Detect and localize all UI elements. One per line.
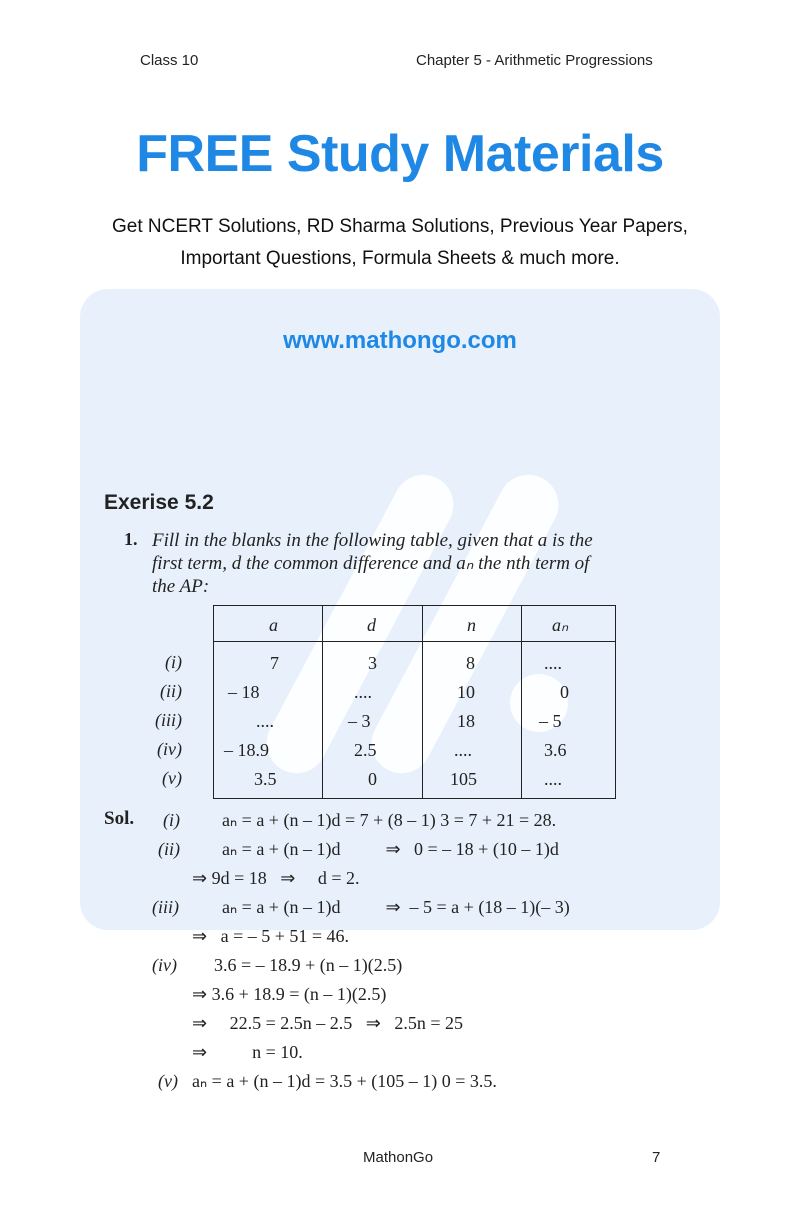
table-header-n: n: [467, 615, 476, 635]
ap-table: [213, 605, 616, 799]
class-label: Class 10: [140, 52, 199, 69]
solution-label: Sol.: [104, 808, 135, 829]
table-cell: – 3: [348, 711, 371, 731]
table-header-an: aₙ: [552, 615, 569, 635]
chapter-label: Chapter 5 - Arithmetic Progressions: [416, 52, 653, 69]
solution-roman: (iv): [152, 955, 177, 975]
question-line: first term, d the common difference and aₙ the nth term of: [152, 553, 590, 574]
row-label: (iii): [155, 710, 182, 730]
solution-line: ⇒ n = 10.: [192, 1042, 303, 1062]
solution-line: aₙ = a + (n – 1)d ⇒ – 5 = a + (18 – 1)(– 3): [222, 897, 570, 917]
table-header-d: d: [367, 615, 376, 635]
solution-line: ⇒ a = – 5 + 51 = 46.: [192, 926, 350, 946]
solution-line: aₙ = a + (n – 1)d ⇒ 0 = – 18 + (10 – 1)d: [222, 839, 559, 859]
solution-line: aₙ = a + (n – 1)d = 3.5 + (105 – 1) 0 = 3.5.: [192, 1071, 497, 1091]
table-header-a: a: [269, 615, 278, 635]
solution-roman: (ii): [158, 839, 180, 859]
table-cell: ....: [544, 769, 562, 789]
solution-roman: (iii): [152, 897, 179, 917]
table-cell: – 18.9: [224, 740, 269, 760]
banner-title: FREE Study Materials: [136, 125, 664, 183]
solution-roman: (v): [158, 1071, 178, 1091]
column-divider: [521, 606, 522, 798]
solution-roman: (i): [163, 810, 180, 830]
table-cell: 8: [466, 653, 475, 673]
header-divider: [214, 641, 615, 642]
exercise-title: Exerise 5.2: [104, 491, 214, 514]
banner-subtitle-line2: Important Questions, Formula Sheets & much more.: [180, 248, 620, 269]
column-divider: [322, 606, 323, 798]
footer-brand: MathonGo: [363, 1149, 434, 1166]
table-cell: ....: [544, 653, 562, 673]
solution-line: aₙ = a + (n – 1)d = 7 + (8 – 1) 3 = 7 + 21 = 28.: [222, 810, 557, 830]
table-cell: ....: [256, 711, 274, 731]
table-cell: ....: [354, 682, 372, 702]
row-label: (v): [162, 768, 182, 788]
question-line: the AP:: [152, 576, 210, 597]
column-divider: [422, 606, 423, 798]
table-cell: 3: [368, 653, 377, 673]
question-line: Fill in the blanks in the following table, given that a is the: [152, 530, 593, 551]
row-label: (ii): [160, 681, 182, 701]
table-cell: 10: [457, 682, 475, 702]
question-number: 1.: [124, 529, 138, 549]
solution-line: ⇒ 9d = 18 ⇒ d = 2.: [192, 868, 360, 888]
table-cell: – 5: [539, 711, 562, 731]
solution-line: ⇒ 22.5 = 2.5n – 2.5 ⇒ 2.5n = 25: [192, 1013, 463, 1033]
page-number: 7: [652, 1149, 661, 1166]
question-text: [152, 529, 697, 598]
table-cell: 0: [368, 769, 377, 789]
table-cell: 3.6: [544, 740, 567, 760]
table-cell: 0: [560, 682, 569, 702]
row-label: (i): [165, 652, 182, 672]
table-cell: 105: [450, 769, 477, 789]
table-cell: 18: [457, 711, 475, 731]
solution-line: ⇒ 3.6 + 18.9 = (n – 1)(2.5): [192, 984, 387, 1004]
website-link[interactable]: www.mathongo.com: [283, 327, 517, 354]
solution-line: 3.6 = – 18.9 + (n – 1)(2.5): [214, 955, 403, 975]
row-label: (iv): [157, 739, 182, 759]
table-cell: 2.5: [354, 740, 377, 760]
table-cell: – 18: [228, 682, 260, 702]
table-cell: 3.5: [254, 769, 277, 789]
table-cell: 7: [270, 653, 279, 673]
table-cell: ....: [454, 740, 472, 760]
banner-subtitle-line1: Get NCERT Solutions, RD Sharma Solutions, Previous Year Papers,: [112, 216, 688, 237]
